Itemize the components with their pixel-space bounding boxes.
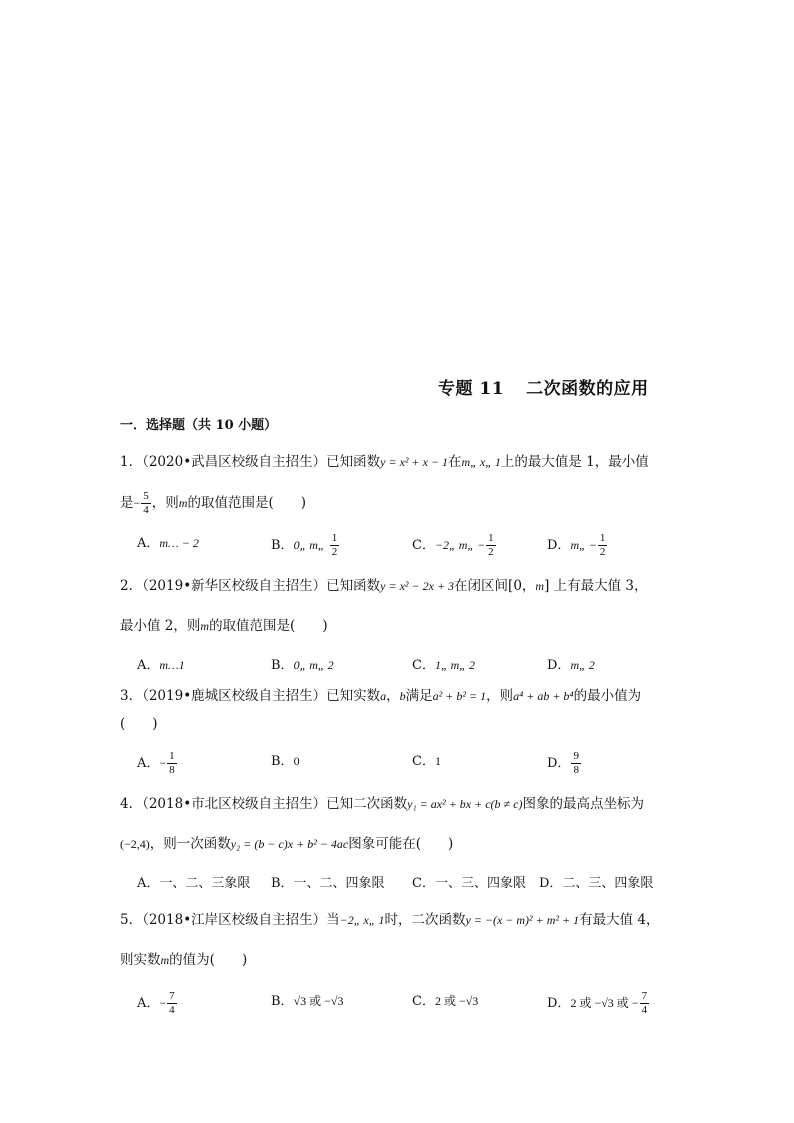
q1-range: m„ x„ 1 — [461, 455, 501, 469]
fraction-numerator: 1 — [331, 532, 338, 544]
option-label: A． — [137, 658, 160, 673]
fraction-denominator: 4 — [641, 1004, 648, 1016]
q3-var-b: b — [399, 689, 406, 703]
q4-stem-text-3: ，则一次函数 — [149, 836, 231, 852]
fraction-denominator: 4 — [143, 504, 149, 516]
q3-answer-blank: ( ) — [120, 716, 158, 732]
option-label: B． — [271, 994, 294, 1009]
option-value: √3 或 −√3 — [293, 994, 344, 1008]
q3-condition: a² + b² = 1 — [432, 689, 487, 703]
option-label: D． — [547, 996, 571, 1011]
q5-stem-text: 5．（2018•江岸区校级自主招生）当 — [120, 912, 340, 928]
q2-option-a[interactable] — [137, 654, 185, 673]
question-2-line-2 — [120, 616, 328, 636]
q2-stem-text: 2．（2019•新华区校级自主招生）已知函数 — [120, 578, 381, 594]
q2-option-b[interactable] — [271, 654, 334, 673]
question-4-line-2 — [120, 834, 453, 854]
q4-option-d[interactable]: D．二、三、四象限 — [539, 876, 654, 891]
fraction-numerator: 1 — [599, 532, 606, 544]
question-4-line-1 — [120, 794, 644, 814]
q1-option-d[interactable] — [547, 532, 608, 559]
question-3-options — [137, 750, 737, 776]
fraction-denominator: 2 — [331, 546, 338, 558]
option-fraction — [486, 532, 496, 559]
q5-option-d[interactable] — [547, 990, 650, 1017]
q4-vertex-point: (−2,4) — [120, 837, 150, 851]
option-value: −2„ m„ − — [434, 538, 486, 552]
q3-stem-text-3: ，则 — [486, 688, 514, 704]
question-1-options — [137, 532, 737, 558]
q1-variable: m — [178, 496, 188, 510]
q4-linear-function: y₂ = (b − c)x + b² − 4ac — [230, 837, 349, 851]
fraction-numerator: 7 — [641, 990, 648, 1002]
q3-expression: a⁴ + ab + b⁴ — [513, 689, 574, 703]
q3-stem-text: 3．（2019•鹿城区校级自主招生）已知实数 — [120, 688, 381, 704]
option-label: A． — [137, 536, 160, 551]
q5-stem-text-3: 有最大值 4， — [579, 912, 660, 928]
question-3-line-2 — [120, 714, 158, 734]
fraction-numerator: 1 — [169, 750, 175, 762]
option-label: A． — [137, 756, 160, 771]
option-value: 0 — [293, 754, 300, 768]
q3-stem-text-4: 的最小值为 — [573, 688, 642, 704]
option-label: D． — [547, 538, 571, 553]
q4-option-c[interactable]: C．一、三、四象限 — [412, 876, 526, 891]
q5-stem-text-2: 时，二次函数 — [384, 912, 466, 928]
question-1-line-2 — [120, 490, 306, 517]
q1-stem-text-4: 是 — [120, 495, 134, 511]
question-5-options — [137, 990, 737, 1016]
q4-function: y₁ = ax² + bx + c(b ≠ c) — [407, 797, 523, 811]
q4-stem-text-4: 图象可能在( ) — [348, 836, 454, 852]
q5-option-a[interactable] — [137, 990, 178, 1017]
option-label: B． — [271, 754, 294, 769]
q3-option-c[interactable] — [412, 750, 441, 769]
q4-stem-text: 4．（2018•市北区校级自主招生）已知二次函数 — [120, 796, 408, 812]
option-value: m…1 — [159, 658, 185, 672]
question-2-line-1 — [120, 576, 648, 596]
q1-option-a[interactable] — [137, 532, 199, 551]
option-value: 1 — [434, 754, 441, 768]
q5-option-b[interactable] — [271, 990, 344, 1009]
option-label: C． — [412, 754, 435, 769]
q3-option-d[interactable] — [547, 750, 582, 777]
q5-option-c[interactable] — [412, 990, 478, 1009]
option-label: C． — [412, 658, 435, 673]
q2-option-c[interactable] — [412, 654, 475, 673]
option-fraction — [598, 532, 608, 559]
q5-stem-text-4: 则实数 — [120, 952, 161, 968]
fraction-denominator: 8 — [169, 764, 175, 776]
option-value: − — [159, 996, 167, 1010]
option-label: B． — [271, 538, 294, 553]
option-label: D． — [547, 756, 571, 771]
q1-stem-text-6: 的取值范围是( ) — [187, 495, 306, 511]
q3-stem-text-2: 满足 — [405, 688, 433, 704]
q1-stem-text-3: 上的最大值是 1，最小值 — [500, 454, 649, 470]
q5-stem-text-5: 的值为( ) — [169, 952, 248, 968]
option-label: D． — [547, 658, 571, 673]
option-fraction — [640, 990, 650, 1017]
option-label: C． — [412, 994, 435, 1009]
q4-stem-text-2: 图象的最高点坐标为 — [522, 796, 644, 812]
q1-option-b[interactable] — [271, 532, 340, 559]
question-3-line-1 — [120, 686, 641, 706]
q3-var-a: a — [380, 689, 387, 703]
fraction-denominator: 4 — [169, 1004, 175, 1016]
q2-variable-2: m — [200, 619, 210, 633]
option-value: 0„ m„ — [293, 538, 325, 552]
q1-stem-text-2: 在 — [448, 454, 462, 470]
option-label: C． — [412, 538, 435, 553]
page-title — [438, 374, 649, 399]
q1-option-c[interactable] — [412, 532, 497, 559]
section-heading: 一．选择题（共 10 小题） — [120, 418, 278, 433]
q2-variable: m — [535, 579, 545, 593]
option-label: B． — [271, 658, 294, 673]
option-value: m… − 2 — [159, 536, 199, 550]
q4-option-b[interactable]: B．一、二、四象限 — [271, 876, 385, 891]
title-topic-name: 二次函数的应用 — [526, 379, 649, 399]
fraction-numerator: 9 — [573, 750, 579, 762]
option-value: 0„ m„ 2 — [293, 658, 334, 672]
q4-option-a[interactable]: A．一、二、三象限 — [137, 876, 251, 891]
title-topic-number: 专题 11 — [438, 379, 505, 399]
q2-stem-text-3: ] 上有最大值 3， — [544, 578, 648, 594]
fraction-numerator: 1 — [488, 532, 494, 544]
fraction-denominator: 8 — [573, 764, 579, 776]
question-2-options — [137, 654, 737, 676]
fraction-numerator: 7 — [169, 990, 175, 1002]
fraction-denominator: 2 — [488, 546, 494, 558]
option-fraction — [571, 750, 581, 777]
q5-variable: m — [160, 953, 170, 967]
option-fraction — [167, 750, 177, 777]
q1-stem-text-5: ，则 — [151, 495, 179, 511]
option-fraction — [167, 990, 177, 1017]
q2-function: y = x² − 2x + 3 — [380, 579, 455, 593]
option-value: m„ 2 — [570, 658, 595, 672]
fraction-denominator: 2 — [599, 546, 606, 558]
option-label: A． — [137, 996, 160, 1011]
q1-minus-sign: − — [133, 496, 141, 510]
q3-option-b[interactable] — [271, 750, 300, 769]
option-value: 2 或 −√3 或 − — [570, 996, 639, 1010]
option-fraction — [330, 532, 340, 559]
fraction-numerator: 5 — [143, 490, 149, 502]
q2-stem-text-2: 在闭区间[0， — [454, 578, 536, 594]
q1-stem-text: 1．（2020•武昌区校级自主招生）已知函数 — [120, 454, 381, 470]
q2-stem-text-4: 最小值 2，则 — [120, 618, 201, 634]
option-value: 2 或 −√3 — [434, 994, 479, 1008]
question-1-line-1 — [120, 452, 649, 472]
q5-range: −2„ x„ 1 — [339, 913, 385, 927]
q2-stem-text-5: 的取值范围是( ) — [209, 618, 328, 634]
option-value: − — [159, 756, 167, 770]
option-value: 1„ m„ 2 — [434, 658, 475, 672]
q3-comma: ， — [386, 688, 400, 704]
question-5-line-2 — [120, 950, 247, 970]
question-5-line-1 — [120, 910, 660, 930]
option-value: m„ − — [570, 538, 597, 552]
q3-option-a[interactable] — [137, 750, 178, 777]
q5-function: y = −(x − m)² + m² + 1 — [465, 913, 580, 927]
q2-option-d[interactable] — [547, 654, 595, 673]
question-4-options — [137, 872, 737, 894]
q1-min-fraction — [141, 490, 151, 517]
q1-function: y = x² + x − 1 — [380, 455, 449, 469]
